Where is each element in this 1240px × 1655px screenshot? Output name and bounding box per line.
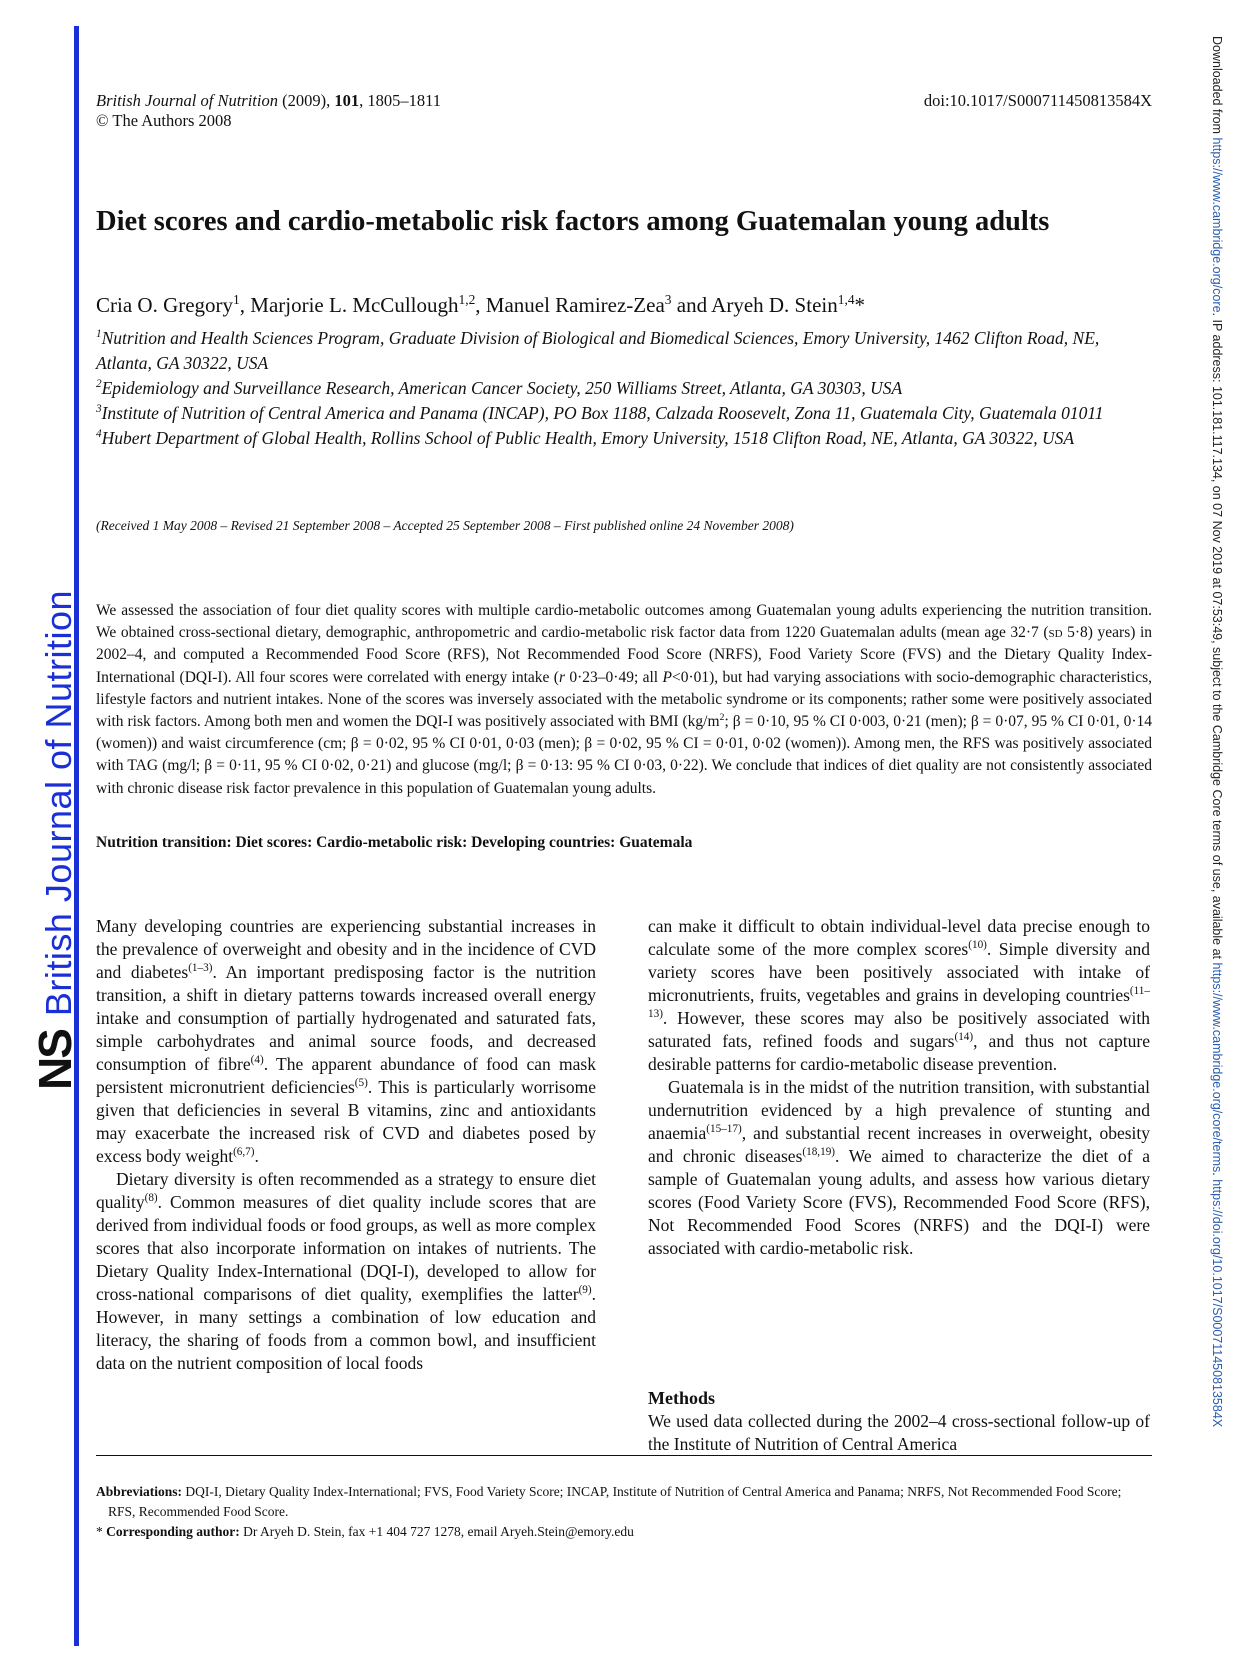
affiliation-number: 2 — [96, 378, 102, 391]
abstract-p: P — [662, 668, 672, 686]
citation-ref: (11–13) — [648, 985, 1150, 1021]
citation-ref: (18,19) — [802, 1146, 836, 1159]
journal-logo: NS — [29, 1030, 81, 1090]
keywords: Nutrition transition: Diet scores: Cardio-metabolic risk: Developing countries: Guatemala — [96, 834, 693, 851]
terms-link[interactable]: https://www.cambridge.org/core/terms — [1210, 962, 1224, 1173]
author-name: , Marjorie L. McCullough — [239, 293, 459, 317]
author-affil-mark: 1 — [233, 292, 240, 307]
author-name: Cria O. Gregory — [96, 293, 234, 317]
article-title: Diet scores and cardio-metabolic risk factors among Guatemalan young adults — [96, 206, 1050, 237]
intro-paragraph-1: Many developing countries are experiencing substantial increases in the prevalence of overweight and obesity and in the incidence of CVD and diabetes$^{(1-3)}$. An important predisposing factor is the nutrition transition, a shift in dietary patterns towards increased overall energy intake and consumption of partially hydrogenated and saturated fats, simple carbohydrates and animal source foods, and decreased consumption of fibre$^{(4)}$. The apparent abundance of food can mask persistent micronutrient deficiencies$^{(5)}$. This is particularly worrisome given that deficiencies in several B vitamins, zinc and antioxidants may exacerbate the increased risk of CVD and diabetes posed by excess body weight$^{(6,7)}$. — [96, 916, 596, 1166]
citation-header — [96, 91, 441, 131]
download-ip-text: . IP address: 101.181.117.134, on 07 Nov 2019 at 07:53:49, subject to the Cambridge Core terms of use, available at — [1210, 312, 1224, 963]
citation-volume: 101 — [334, 91, 360, 110]
citation-year: (2009), — [277, 91, 335, 110]
citation-ref: (8) — [144, 1192, 158, 1205]
body-column-left — [96, 915, 596, 1375]
affiliations — [96, 326, 1156, 451]
abbreviations-text: DQI-I, Dietary Quality Index-International; FVS, Food Variety Score; INCAP, Institute of Nutrition of Central America and Panama; NRFS, Not Recommended Food Score; RFS, Recommended Food Score. — [108, 1484, 1122, 1519]
affiliation-4 — [96, 426, 1156, 451]
abstract-text: 5·8) years) in 2002–4, and computed a Recommended Food Score (RFS), Not Recommended Food Score (NRFS), Food Variety Score (FVS) and the Dietary Quality Index-International (DQI-I). All four scores were correlated with energy intake ( — [96, 624, 1152, 686]
download-prefix: Downloaded from — [1210, 36, 1224, 138]
affiliation-text: Nutrition and Health Sciences Program, Graduate Division of Biological and Biomedical Sciences, Emory University, 1462 Clifton Road, NE, Atlanta, GA 30322, USA — [96, 328, 1100, 373]
citation-journal: British Journal of Nutrition — [96, 91, 278, 110]
footnote-rule — [96, 1455, 1152, 1456]
author-affil-mark: 1,2 — [458, 292, 476, 307]
citation-pages: , 1805–1811 — [359, 91, 441, 110]
citation-ref: (9) — [578, 1284, 592, 1297]
affiliation-number: 3 — [96, 403, 102, 416]
abstract-text: 0·23–0·49; all — [565, 668, 663, 686]
citation-ref: (10) — [968, 939, 987, 952]
citation-line — [96, 91, 441, 111]
methods-heading: Methods — [648, 1388, 715, 1408]
affiliation-text: Hubert Department of Global Health, Rollins School of Public Health, Emory University, 1518 Clifton Road, NE, Atlanta, GA 30322, USA — [101, 428, 1075, 448]
journal-sidebar-title — [28, 590, 82, 1090]
author-affil-mark: 1,4 — [837, 292, 855, 307]
corresponding-star-mark: * — [96, 1524, 107, 1539]
corresponding-label: Corresponding author: — [106, 1524, 240, 1539]
methods-section — [648, 1387, 1150, 1456]
author-name: and Aryeh D. Stein — [671, 293, 838, 317]
doi-header: doi:10.1017/S000711450813584X — [923, 91, 1152, 110]
affiliation-text: Epidemiology and Surveillance Research, American Cancer Society, 250 Williams Street, Atlanta, GA 30303, USA — [101, 378, 903, 398]
affiliation-number: 1 — [96, 328, 102, 341]
copyright-line: © The Authors 2008 — [96, 111, 232, 130]
footnotes — [96, 1482, 1152, 1542]
abstract-text: We assessed the association of four diet quality scores with multiple cardio-metabolic outcomes among Guatemalan young adults experiencing the nutrition transition. We obtained cross-sectional dietary, demographic, anthropometric and cardio-metabolic risk factor data from 1220 Guatemalan adults (mean age 32·7 ( — [96, 602, 1152, 642]
affiliation-number: 4 — [96, 428, 102, 441]
abstract-sd: sd — [1048, 624, 1063, 642]
intro-paragraph-2: Dietary diversity is often recommended as a strategy to ensure diet quality$^{(8)}$. Common measures of diet quality include scores that are derived from individual foods or food groups, as well as more complex scores that also incorporate information on intakes of nutrients. The Dietary Quality Index-International (DQI-I), developed to allow for cross-national comparisons of diet quality, exemplifies the latter$^{(9)}$. However, in many settings a combination of low education and literacy, the sharing of foods from a common bowl, and insufficient data on the nutrient composition of local foods — [96, 1169, 596, 1373]
intro-paragraph-3: can make it difficult to obtain individual-level data precise enough to calculate some of the more complex scores$^{(10)}$. Simple diversity and variety scores have been positively associated with intake of micronutrients, fruits, vegetables and grains in developing countries$^{(11-13)}$. However, these scores may also be positively associated with saturated fats, refined foods and sugars$^{(14)}$, and thus not capture desirable patterns for cardio-metabolic disease prevention. — [648, 916, 1150, 1074]
journal-name: British Journal of Nutrition — [38, 589, 79, 1017]
abstract-text: <0·01), but had varying associations with socio-demographic characteristics, lifestyle factors and nutrient intakes. None of the scores was inversely associated with the metabolic syndrome or its components; rather some were positively associated with risk factors. Among both men and women the DQI-I was positively associated with BMI (kg/m — [96, 668, 1152, 731]
citation-ref: (1–3) — [188, 962, 213, 975]
abbreviations-note — [96, 1482, 1152, 1522]
author-name: , Manuel Ramirez-Zea — [475, 293, 665, 317]
citation-ref: (14) — [954, 1031, 974, 1044]
core-link[interactable]: https://www.cambridge.org/core — [1210, 137, 1224, 313]
received-dates: (Received 1 May 2008 – Revised 21 September 2008 – Accepted 25 September 2008 – First published online 24 November 2008) — [96, 518, 794, 533]
citation-ref: (6,7) — [233, 1146, 255, 1159]
affiliation-1 — [96, 326, 1156, 376]
corresponding-star: * — [854, 293, 866, 317]
author-list — [96, 293, 865, 318]
doi-link[interactable]: https://doi.org/10.1017/S000711450813584X — [1210, 1179, 1224, 1428]
download-notice — [1210, 36, 1224, 1427]
intro-paragraph-4: Guatemala is in the midst of the nutrition transition, with substantial undernutrition evidenced by a high prevalence of stunting and anaemia$^{(15-17)}$, and substantial recent increases in overweight, obesity and chronic diseases$^{(18,19)}$. We aimed to characterize the diet of a sample of Guatemalan young adults, and assess how various dietary scores (Food Variety Score (FVS), Recommended Food Score (RFS), Not Recommended Food Scores (NRFS) and the DQI-I) were associated with cardio-metabolic risk. — [648, 1077, 1150, 1258]
affiliation-3 — [96, 401, 1156, 426]
methods-paragraph: We used data collected during the 2002–4 cross-sectional follow-up of the Institute of Nutrition of Central America — [648, 1411, 1150, 1454]
abstract-superscript: 2 — [719, 711, 725, 723]
citation-ref: (4) — [250, 1054, 264, 1067]
abstract-r: r — [558, 668, 566, 686]
affiliation-2 — [96, 376, 1156, 401]
citation-ref: (15–17) — [706, 1123, 742, 1136]
abstract-text: ; β = 0·10, 95 % CI 0·003, 0·21 (men); β = 0·07, 95 % CI 0·01, 0·14 (women)) and waist circumference (cm; β = 0·02, 95 % CI 0·01, 0·03 (men); β = 0·02, 95 % CI = 0·01, 0·02 (women)). Among men, the RFS was positively associated with TAG (mg/l; β = 0·11, 95 % CI 0·02, 0·21) and glucose (mg/l; β = 0·13: 95 % CI 0·03, 0·22). We conclude that indices of diet quality are not consistently associated with chronic disease risk factor prevalence in this population of Guatemalan young adults. — [96, 713, 1152, 797]
citation-ref: (5) — [354, 1077, 368, 1090]
corresponding-text: Dr Aryeh D. Stein, fax +1 404 727 1278, email Aryeh.Stein@emory.edu — [239, 1524, 634, 1539]
abbreviations-label: Abbreviations: — [96, 1484, 183, 1499]
corresponding-author-note — [96, 1522, 1152, 1542]
abstract — [96, 600, 1152, 800]
body-column-right — [648, 915, 1150, 1260]
author-affil-mark: 3 — [664, 292, 672, 307]
download-separator: . — [1210, 1172, 1224, 1180]
affiliation-text: Institute of Nutrition of Central America and Panama (INCAP), PO Box 1188, Calzada Roosevelt, Zona 11, Guatemala City, Guatemala 01011 — [101, 403, 1104, 423]
